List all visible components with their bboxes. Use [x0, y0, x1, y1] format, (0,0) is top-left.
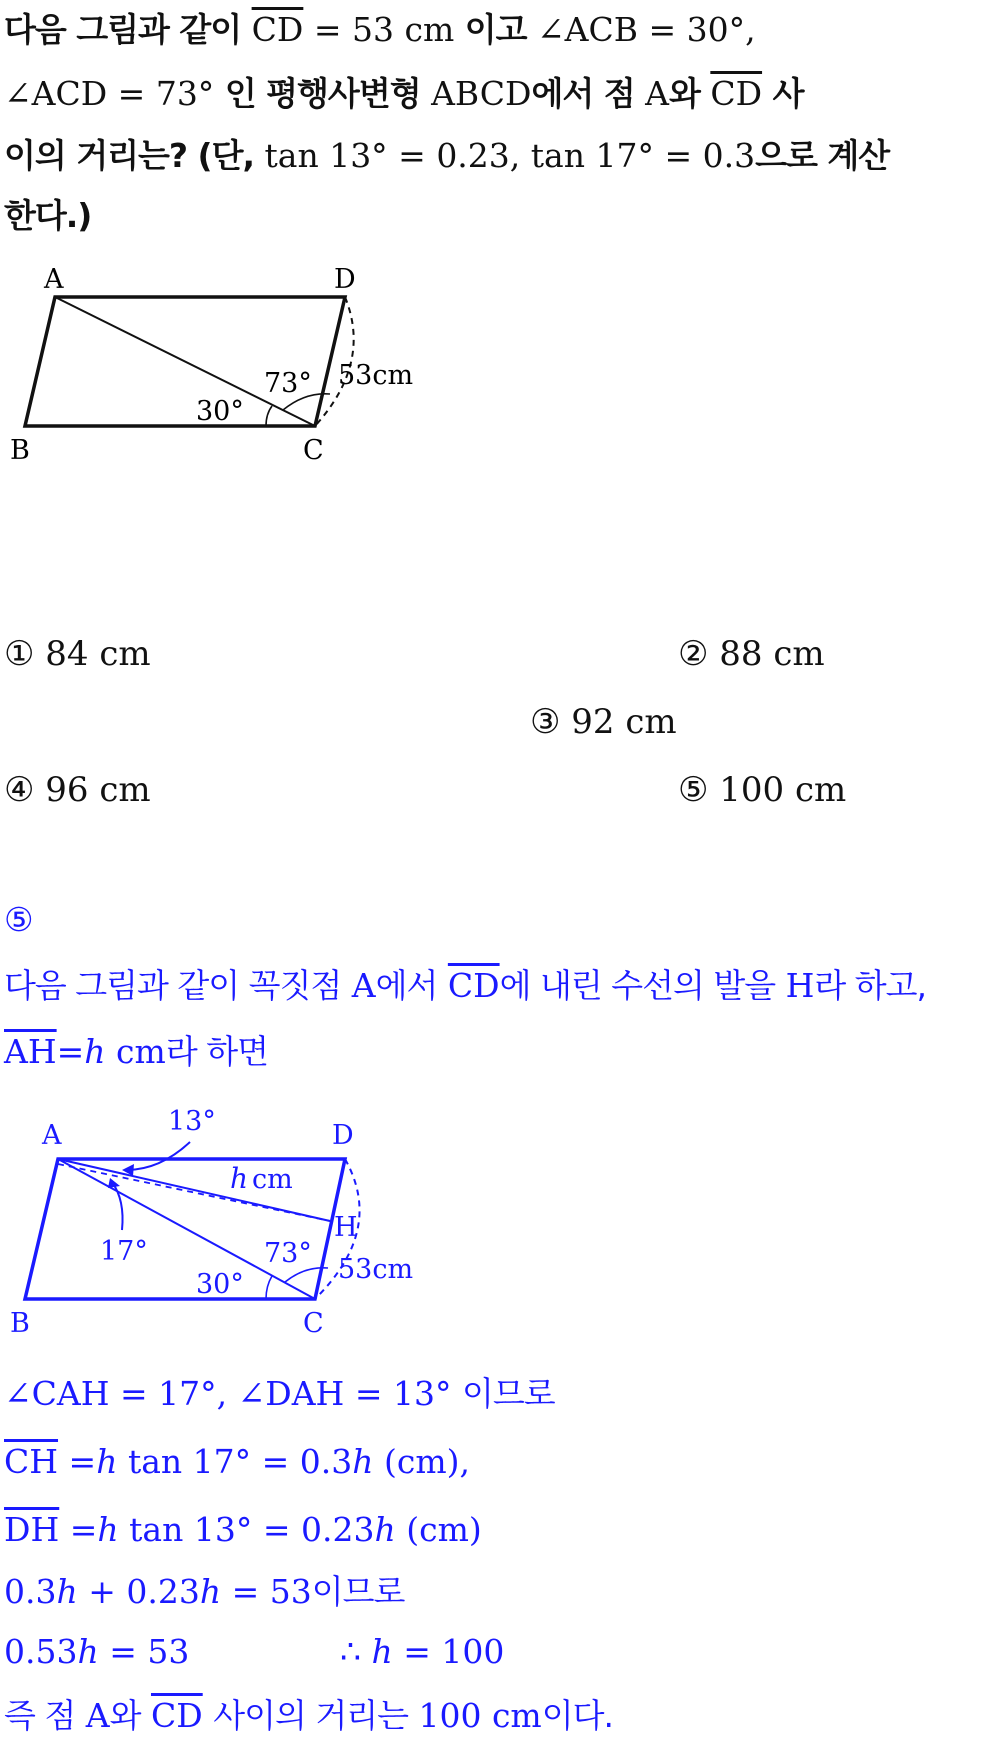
- e4-b: + 0.23: [88, 1572, 200, 1611]
- label-73deg: 73°: [264, 368, 312, 399]
- label-h-solution: H: [334, 1212, 358, 1243]
- label-a-solution: A: [42, 1120, 62, 1151]
- answer-mark: [4, 898, 34, 942]
- e4-text-d: 이므로: [311, 1572, 405, 1611]
- s1-text-d: 에 내린 수선의 발을: [499, 966, 776, 1005]
- solution-conclusion: [4, 1694, 613, 1738]
- q2-text-d: 에서 점: [531, 74, 635, 113]
- label-h-italic: h: [230, 1162, 249, 1195]
- e2-segment-ch: $\overline{CH}$: [4, 1442, 59, 1481]
- label-c-solution: C: [303, 1308, 324, 1339]
- label-c: C: [303, 435, 324, 466]
- e4-c: = 53: [231, 1572, 312, 1611]
- choice-2[interactable]: [678, 632, 825, 676]
- q2-point-a: A: [645, 74, 669, 113]
- q1-angle: ∠ACB = 30°,: [537, 10, 756, 49]
- arrow-13: [126, 1142, 190, 1170]
- question-line-1: [4, 8, 756, 52]
- question-line-2: [4, 72, 803, 116]
- label-a: A: [44, 268, 64, 295]
- q3-tan13: tan 13° = 0.23,: [264, 136, 521, 175]
- e6-text-d: 사이의 거리는: [213, 1696, 408, 1735]
- q1-text-c: 이고: [464, 10, 527, 49]
- choice-4[interactable]: [4, 768, 151, 812]
- solution-line-1: [4, 964, 926, 1008]
- q1-segment-cd: $\overline{CD}$: [251, 10, 304, 49]
- e3-tan: tan 13° = 0.23: [129, 1510, 375, 1549]
- s1-segment-cd: $\overline{CD}$: [447, 966, 500, 1005]
- s2-unit: cm: [116, 1032, 166, 1071]
- q3-text-a: 이의 거리는? (단,: [4, 136, 255, 175]
- e1-angles: ∠CAH = 17°, ∠DAH = 13°: [4, 1374, 452, 1413]
- e6-segment-cd: $\overline{CD}$: [150, 1696, 203, 1735]
- e3-h2: h: [374, 1510, 396, 1549]
- label-13deg: 13°: [168, 1106, 216, 1137]
- s1-point-h: H: [785, 966, 815, 1005]
- e5-therefore: ∴: [340, 1632, 361, 1671]
- label-d: D: [334, 268, 356, 295]
- choice-1-text: 84 cm: [45, 634, 151, 674]
- q4-text-a: 한다.): [4, 196, 92, 235]
- e3-unit: (cm): [406, 1510, 482, 1549]
- question-line-4: [4, 194, 91, 238]
- e4-a: 0.3: [4, 1572, 57, 1611]
- e6-text-f: 이다.: [541, 1696, 613, 1735]
- solution-eq-5: [4, 1630, 505, 1674]
- e2-h2: h: [352, 1442, 374, 1481]
- e6-text-a: 즉 점: [4, 1696, 76, 1735]
- e3-segment-dh: $\overline{DH}$: [4, 1510, 60, 1549]
- e5-d: = 100: [403, 1632, 505, 1671]
- e1-text-b: 이므로: [461, 1374, 555, 1413]
- q1-length: = 53 cm: [313, 10, 455, 49]
- solution-eq-1: [4, 1372, 555, 1416]
- q2-text-b: 인 평행사변형: [224, 74, 421, 113]
- label-hcm: cm: [252, 1164, 293, 1195]
- solution-eq-3: [4, 1508, 482, 1552]
- s1-point-a: A: [351, 966, 376, 1005]
- s2-text-c: 라 하면: [165, 1032, 268, 1071]
- choice-1-number: ①: [4, 634, 35, 674]
- angle-arc-30: [266, 406, 272, 426]
- s2-segment-ah: $\overline{AH}$: [4, 1032, 57, 1071]
- e5-h2: h: [371, 1632, 393, 1671]
- arrowhead-17: [108, 1178, 120, 1188]
- s1-text-c: 에서: [375, 966, 438, 1005]
- s2-h: h: [84, 1032, 106, 1071]
- q3-text-d: 으로 계산: [755, 136, 890, 175]
- choice-2-number: ②: [678, 634, 709, 674]
- diagonal-ac: [55, 297, 315, 426]
- choice-1[interactable]: [4, 632, 151, 676]
- angle-arc-30-solution: [266, 1276, 272, 1299]
- s2-eq: =: [56, 1032, 85, 1071]
- label-53cm: 53cm: [338, 360, 414, 391]
- label-17deg: 17°: [100, 1236, 148, 1267]
- e5-result: [340, 1630, 504, 1674]
- choice-5[interactable]: [678, 768, 846, 812]
- q2-abcd: ABCD: [431, 74, 532, 113]
- label-30deg: 30°: [196, 396, 244, 427]
- choice-3-number: ③: [530, 702, 561, 742]
- s1-text-a: 다음 그림과 같이 꼭짓점: [4, 966, 342, 1005]
- solution-line-2: [4, 1030, 268, 1074]
- q2-angle: ∠ACD = 73°: [4, 74, 215, 113]
- e5-b: = 53: [109, 1632, 190, 1671]
- e6-point-a: A: [85, 1696, 110, 1735]
- q1-text-a: 다음 그림과 같이: [4, 10, 242, 49]
- figure-parallelogram: [0, 268, 440, 508]
- q2-text-f: 와: [668, 74, 700, 113]
- solution-eq-2: [4, 1440, 470, 1484]
- choice-3[interactable]: [530, 700, 677, 744]
- q2-text-g: 사: [772, 74, 804, 113]
- label-30deg-solution: 30°: [196, 1269, 244, 1300]
- e6-text-c: 와: [109, 1696, 141, 1735]
- e3-eq: =: [69, 1510, 98, 1549]
- solution-eq-4: [4, 1570, 404, 1614]
- s1-text-f: 라 하고,: [814, 966, 926, 1005]
- e4-h: h: [56, 1572, 78, 1611]
- label-b-solution: B: [10, 1308, 30, 1339]
- label-b: B: [10, 435, 30, 466]
- e2-tan: tan 17° = 0.3: [127, 1442, 353, 1481]
- e2-h: h: [96, 1442, 118, 1481]
- answer-number: ⑤: [4, 900, 34, 939]
- e4-h2: h: [199, 1572, 222, 1611]
- choice-5-number: ⑤: [678, 770, 709, 810]
- e5-a: 0.53: [4, 1632, 78, 1671]
- q3-tan17: tan 17° = 0.3: [530, 136, 756, 175]
- label-73deg-solution: 73°: [264, 1238, 312, 1269]
- label-53cm-solution: 53cm: [338, 1254, 414, 1285]
- figure-solution: [0, 1100, 440, 1340]
- choice-5-text: 100 cm: [719, 770, 847, 810]
- e6-value: 100 cm: [418, 1696, 542, 1735]
- question-line-3: [4, 134, 889, 178]
- e3-h: h: [97, 1510, 119, 1549]
- label-d-solution: D: [332, 1120, 354, 1151]
- e5-h: h: [77, 1632, 99, 1671]
- choice-4-number: ④: [4, 770, 35, 810]
- q2-segment-cd: $\overline{CD}$: [710, 74, 763, 113]
- e2-unit: (cm),: [384, 1442, 471, 1481]
- choice-3-text: 92 cm: [571, 702, 677, 742]
- choice-4-text: 96 cm: [45, 770, 151, 810]
- e2-eq: =: [68, 1442, 97, 1481]
- choice-2-text: 88 cm: [719, 634, 825, 674]
